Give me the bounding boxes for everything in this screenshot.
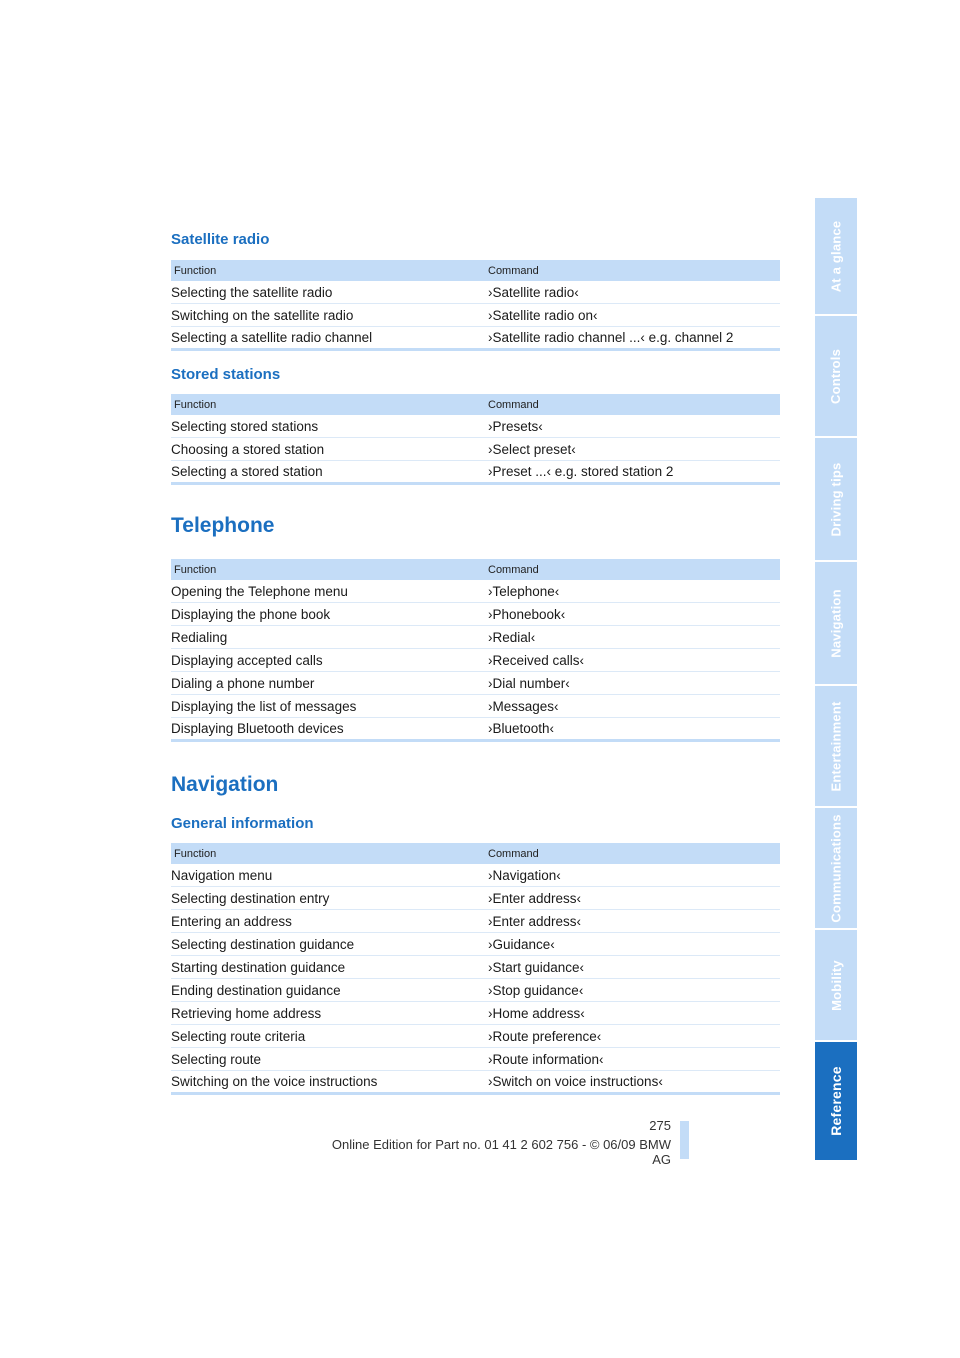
column-header-function: Function [171, 559, 481, 580]
table-header-row [171, 559, 780, 580]
table-header-row [171, 394, 780, 415]
function-cell: Displaying Bluetooth devices [171, 718, 481, 741]
tab-reference[interactable] [815, 1042, 857, 1160]
function-cell: Displaying the phone book [171, 603, 481, 626]
command-cell: ›Home address‹ [481, 1002, 780, 1025]
command-cell: ›Select preset‹ [481, 438, 780, 461]
table-row [171, 887, 780, 910]
table-row [171, 1071, 780, 1094]
tab-label: Controls [828, 348, 844, 404]
tab-navigation[interactable] [815, 562, 857, 684]
column-header-function: Function [171, 260, 481, 281]
command-cell: ›Received calls‹ [481, 649, 780, 672]
table-header-row [171, 260, 780, 281]
command-cell: ›Bluetooth‹ [481, 718, 780, 741]
table-row [171, 695, 780, 718]
table-row [171, 864, 780, 887]
function-cell: Selecting stored stations [171, 415, 481, 438]
table-row [171, 438, 780, 461]
tab-mobility[interactable] [815, 930, 857, 1040]
column-header-function: Function [171, 394, 481, 415]
command-cell: ›Guidance‹ [481, 933, 780, 956]
tab-at-a-glance[interactable] [815, 198, 857, 314]
command-cell: ›Enter address‹ [481, 910, 780, 933]
tab-label: At a glance [828, 220, 844, 292]
section-heading-stored-stations: Stored stations [171, 366, 281, 383]
table-row [171, 933, 780, 956]
table-row [171, 461, 780, 484]
function-cell: Switching on the satellite radio [171, 304, 481, 327]
navigation-table [171, 843, 780, 1095]
function-cell: Selecting a satellite radio channel [171, 327, 481, 350]
table-row [171, 1002, 780, 1025]
tab-label: Driving tips [828, 462, 844, 536]
table-row [171, 1025, 780, 1048]
table-row [171, 415, 780, 438]
command-cell: ›Redial‹ [481, 626, 780, 649]
command-cell: ›Enter address‹ [481, 887, 780, 910]
column-header-command: Command [481, 260, 780, 281]
function-cell: Navigation menu [171, 864, 481, 887]
tab-communications[interactable] [815, 808, 857, 928]
function-cell: Ending destination guidance [171, 979, 481, 1002]
table-header-row [171, 843, 780, 864]
section-heading-satellite-radio: Satellite radio [171, 231, 270, 248]
function-cell: Selecting destination entry [171, 887, 481, 910]
tab-controls[interactable] [815, 316, 857, 436]
command-cell: ›Route preference‹ [481, 1025, 780, 1048]
tab-label: Communications [828, 813, 844, 923]
function-cell: Selecting route [171, 1048, 481, 1071]
tab-label: Entertainment [828, 700, 844, 792]
subheading-general-information: General information [171, 815, 314, 832]
table-row [171, 626, 780, 649]
command-cell: ›Presets‹ [481, 415, 780, 438]
table-row [171, 910, 780, 933]
tab-label: Reference [828, 1066, 845, 1136]
column-header-command: Command [481, 394, 780, 415]
function-cell: Retrieving home address [171, 1002, 481, 1025]
command-cell: ›Satellite radio channel ...‹ e.g. channel 2 [481, 327, 780, 350]
command-cell: ›Telephone‹ [481, 580, 780, 603]
command-cell: ›Satellite radio on‹ [481, 304, 780, 327]
command-cell: ›Dial number‹ [481, 672, 780, 695]
function-cell: Selecting destination guidance [171, 933, 481, 956]
table-row [171, 580, 780, 603]
function-cell: Opening the Telephone menu [171, 580, 481, 603]
telephone-table [171, 559, 780, 742]
command-cell: ›Route information‹ [481, 1048, 780, 1071]
function-cell: Selecting the satellite radio [171, 281, 481, 304]
function-cell: Selecting a stored station [171, 461, 481, 484]
command-cell: ›Start guidance‹ [481, 956, 780, 979]
tab-driving-tips[interactable] [815, 438, 857, 560]
tab-label: Navigation [828, 588, 844, 658]
table-row [171, 327, 780, 350]
function-cell: Dialing a phone number [171, 672, 481, 695]
function-cell: Choosing a stored station [171, 438, 481, 461]
table-row [171, 718, 780, 741]
command-cell: ›Preset ...‹ e.g. stored station 2 [481, 461, 780, 484]
tab-label: Mobility [828, 959, 844, 1011]
column-header-function: Function [171, 843, 481, 864]
command-cell: ›Phonebook‹ [481, 603, 780, 626]
function-cell: Displaying accepted calls [171, 649, 481, 672]
table-row [171, 603, 780, 626]
footer-text: Online Edition for Part no. 01 41 2 602 756 - © 06/09 BMW AG [331, 1137, 671, 1167]
function-cell: Switching on the voice instructions [171, 1071, 481, 1094]
function-cell: Selecting route criteria [171, 1025, 481, 1048]
table-row [171, 672, 780, 695]
table-row [171, 304, 780, 327]
function-cell: Redialing [171, 626, 481, 649]
table-row [171, 281, 780, 304]
command-cell: ›Switch on voice instructions‹ [481, 1071, 780, 1094]
stored-stations-table [171, 394, 780, 485]
function-cell: Starting destination guidance [171, 956, 481, 979]
footer-bar [680, 1121, 689, 1159]
command-cell: ›Messages‹ [481, 695, 780, 718]
command-cell: ›Satellite radio‹ [481, 281, 780, 304]
function-cell: Entering an address [171, 910, 481, 933]
tab-entertainment[interactable] [815, 686, 857, 806]
column-header-command: Command [481, 843, 780, 864]
table-row [171, 956, 780, 979]
section-heading-navigation: Navigation [171, 773, 279, 796]
command-cell: ›Stop guidance‹ [481, 979, 780, 1002]
command-cell: ›Navigation‹ [481, 864, 780, 887]
section-heading-telephone: Telephone [171, 514, 275, 537]
table-row [171, 1048, 780, 1071]
function-cell: Displaying the list of messages [171, 695, 481, 718]
satellite-radio-table [171, 260, 780, 351]
page-number: 275 [649, 1118, 671, 1133]
table-row [171, 979, 780, 1002]
column-header-command: Command [481, 559, 780, 580]
table-row [171, 649, 780, 672]
